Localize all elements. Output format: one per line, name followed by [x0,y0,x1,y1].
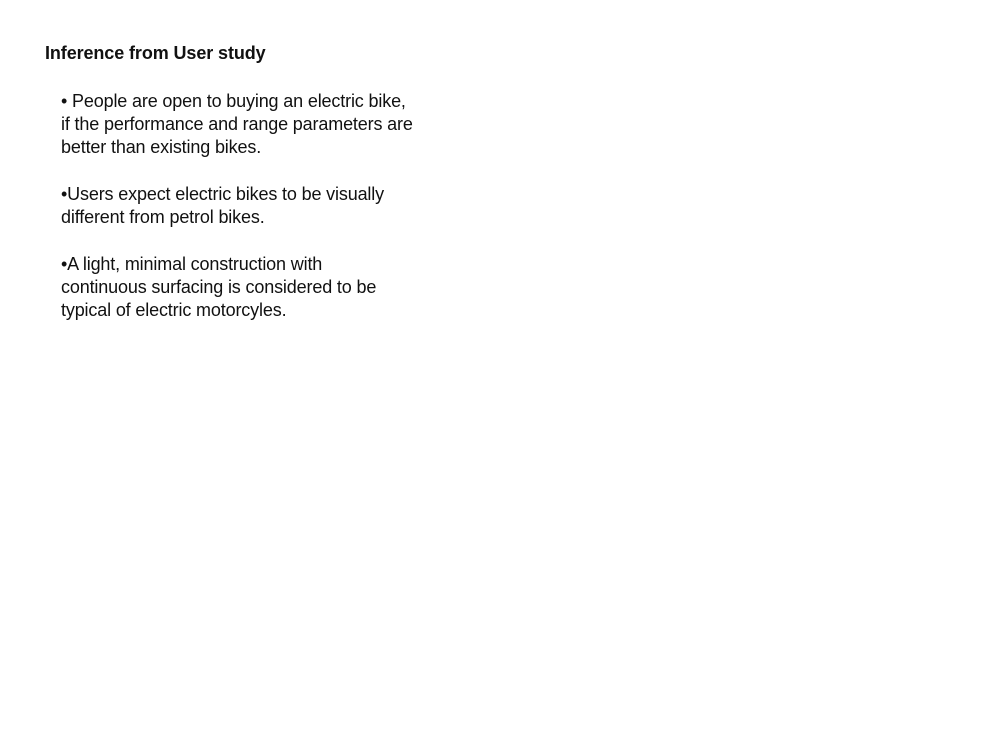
inference-list [61,90,461,346]
point-line: •Users expect electric bikes to be visually [61,184,384,204]
point-line: different from petrol bikes. [61,207,265,227]
point-line: • People are open to buying an electric bike, [61,91,406,111]
inference-point [61,253,461,322]
inference-point [61,183,461,229]
point-line: •A light, minimal construction with [61,254,323,274]
point-line: typical of electric motorcyles. [61,300,287,320]
point-line: if the performance and range parameters are [61,114,413,134]
point-line: better than existing bikes. [61,137,262,157]
point-line: continuous surfacing is considered to be [61,277,377,297]
slide-title: Inference from User study [45,43,266,63]
inference-point [61,90,461,159]
